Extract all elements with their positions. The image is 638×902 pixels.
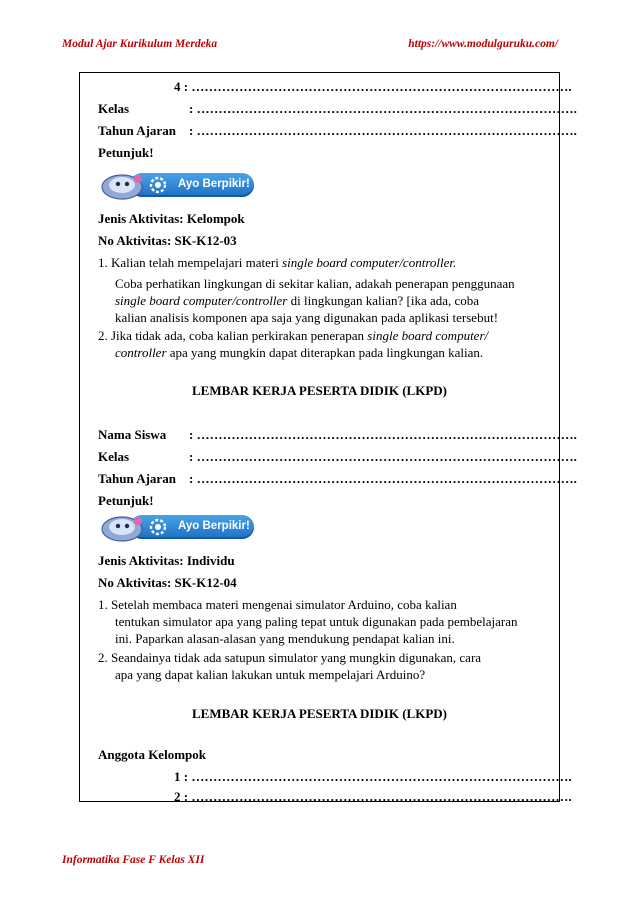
para-italic-term: single board computer/controller <box>115 293 288 308</box>
header-website-link[interactable]: https://www.modulguruku.com/ <box>408 38 558 50</box>
kelas-field[interactable]: : ……………………………………………………………………………. <box>189 101 577 116</box>
robot-mascot-icon <box>98 511 148 543</box>
q1-italic-term: single board computer/controller. <box>282 255 457 270</box>
activity2-q1-line3: ini. Paparkan alasan-alasan yang mendukung pendapat kalian ini. <box>115 631 455 646</box>
q2-text: 2. Jika tidak ada, coba kalian perkirakan penerapan <box>98 328 368 343</box>
lkpd-title-1: LEMBAR KERJA PESERTA DIDIK (LKPD) <box>192 383 447 398</box>
gear-icon <box>148 517 168 537</box>
nama-siswa-label: Nama Siswa <box>98 427 167 442</box>
badge-label: Ayo Berpikir! <box>178 178 250 190</box>
header-module-title: Modul Ajar Kurikulum Merdeka <box>62 38 218 50</box>
tahun-ajaran-label-2: Tahun Ajaran <box>98 471 176 486</box>
activity2-q1-line1: 1. Setelah membaca materi mengenai simulator Arduino, coba kalian <box>98 597 457 612</box>
activity2-q1-line2: tentukan simulator apa yang paling tepat untuk digunakan pada pembelajaran <box>115 614 518 629</box>
anggota-kelompok-heading: Anggota Kelompok <box>98 747 206 762</box>
activity1-question-2-line2 <box>115 345 483 361</box>
member-2-field[interactable]: : ……………………………………………………………………………. <box>183 789 572 804</box>
tahun-ajaran-field[interactable]: : ……………………………………………………………………………. <box>189 123 577 138</box>
member-4-number: 4 <box>174 79 181 94</box>
activity2-q2-line2: apa yang dapat kalian lakukan untuk mempelajari Arduino? <box>115 667 426 682</box>
tahun-row-top <box>98 123 577 139</box>
worksheet-box <box>79 72 577 804</box>
gear-icon <box>148 175 168 195</box>
ayo-berpikir-badge <box>96 169 256 201</box>
activity1-number: No Aktivitas: SK-K12-03 <box>98 233 237 248</box>
petunjuk-heading: Petunjuk! <box>98 145 154 160</box>
ayo-berpikir-badge-2 <box>96 511 256 543</box>
member-1-number: 1 <box>174 769 181 784</box>
q2-line2-rest: apa yang mungkin dapat diterapkan pada lingkungan kalian. <box>166 345 484 360</box>
tahun-ajaran-field-2[interactable]: : ……………………………………………………………………………. <box>189 471 577 486</box>
member-1-field[interactable]: : ……………………………………………………………………………. <box>183 769 572 784</box>
petunjuk-heading-2: Petunjuk! <box>98 493 154 508</box>
member-4-field[interactable]: : ……………………………………………………………………………. <box>183 79 572 94</box>
q2-italic-term: single board computer/ <box>367 328 489 343</box>
kelas-label-2: Kelas <box>98 449 130 464</box>
tahun-row <box>98 471 577 487</box>
activity2-q2-line1: 2. Seandainya tidak ada satupun simulator yang mungkin digunakan, cara <box>98 650 482 665</box>
para-line2-rest: di lingkungan kalian? [ika ada, coba <box>287 293 480 308</box>
q2-line2-italic: controller <box>115 345 167 360</box>
member-1-row <box>174 769 572 785</box>
activity1-question-2 <box>98 328 488 344</box>
activity1-question-1 <box>98 255 456 271</box>
activity1-para-line1: Coba perhatikan lingkungan di sekitar kalian, adakah penerapan penggunaan <box>115 276 515 291</box>
tahun-ajaran-label: Tahun Ajaran <box>98 123 176 138</box>
lkpd-title-2: LEMBAR KERJA PESERTA DIDIK (LKPD) <box>192 706 447 721</box>
kelas-label: Kelas <box>98 101 130 116</box>
q1-text: 1. Kalian telah mempelajari materi <box>98 255 283 270</box>
member-4-row <box>174 79 572 95</box>
kelas-field-2[interactable]: : ……………………………………………………………………………. <box>189 449 577 464</box>
member-2-row <box>174 789 572 805</box>
footer-subject: Informatika Fase F Kelas XII <box>62 854 205 866</box>
badge-label-2: Ayo Berpikir! <box>178 520 250 532</box>
activity2-type: Jenis Aktivitas: Individu <box>98 553 235 568</box>
kelas-row-top <box>98 101 577 117</box>
activity1-para-line2 <box>115 293 479 309</box>
robot-mascot-icon <box>98 169 148 201</box>
kelas-row <box>98 449 577 465</box>
nama-siswa-field[interactable]: : ……………………………………………………………………………. <box>189 427 577 442</box>
activity1-type: Jenis Aktivitas: Kelompok <box>98 211 245 226</box>
nama-siswa-row <box>98 427 577 443</box>
member-2-number: 2 <box>174 789 181 804</box>
activity1-para-line3: kalian analisis komponen apa saja yang digunakan pada aplikasi tersebut! <box>115 310 499 325</box>
activity2-number: No Aktivitas: SK-K12-04 <box>98 575 237 590</box>
